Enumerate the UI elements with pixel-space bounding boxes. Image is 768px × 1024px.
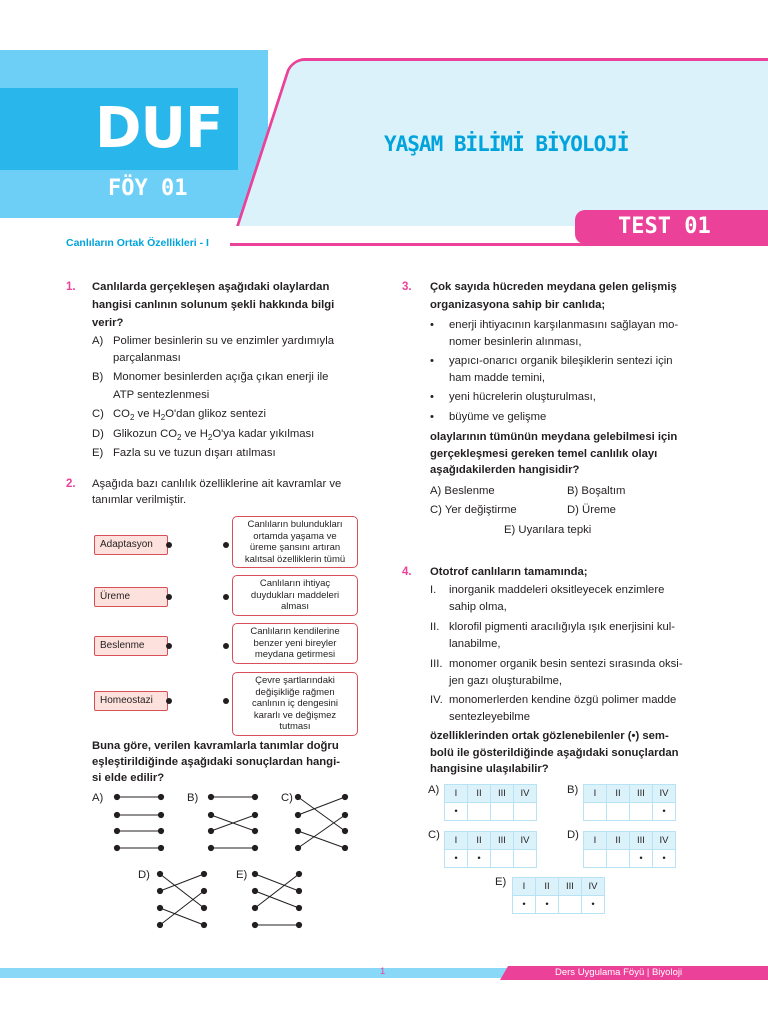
q3-bullet-2-line2: ham madde temini,: [449, 372, 546, 384]
q2-question-line1: Buna göre, verilen kavramlarla tanımlar doğru: [92, 740, 339, 752]
page-number: 1: [380, 966, 386, 977]
q3-question-line2: gerçekleşmesi gereken temel canlılık olayı: [430, 448, 658, 460]
q4-item-4-label: IV.: [430, 694, 443, 706]
q1-option-c-text[interactable]: $CO_2$ ve $H_2O'dan$ glikoz sentezi: [113, 408, 266, 422]
q4-item-1-line2: sahip olma,: [449, 601, 507, 613]
test-label: TEST 01: [618, 214, 711, 239]
q2-option-e-diagram: [252, 871, 301, 927]
q4-option-e-table[interactable]: I II III IV • • •: [512, 877, 605, 914]
q1-stem-line1: Canlılarda gerçekleşen aşağıdaki olaylardan: [92, 281, 330, 293]
q3-bullet-2-line1: yapıcı-onarıcı organik bileşiklerin sentezi için: [449, 355, 673, 367]
q4-item-3-line2: jen gazı oluşturabilme,: [449, 675, 563, 687]
definition-box-1: Canlıların bulundukları ortamda yaşama ve üreme şansını artıran kalıtsal özelliklerin tümü: [232, 516, 358, 568]
topic-title: Canlıların Ortak Özellikleri - I: [66, 237, 209, 249]
q4-option-d-label[interactable]: D): [567, 829, 579, 841]
q4-option-a-table[interactable]: I II III IV •: [444, 784, 537, 821]
q2-option-b-diagram: [208, 794, 257, 850]
q4-item-4-line1: monomerlerden kendine özgü polimer madde: [449, 694, 677, 706]
q2-option-d-label[interactable]: D): [138, 869, 150, 881]
bullet-icon: •: [430, 355, 434, 367]
q4-item-4-line2: sentezleyebilme: [449, 711, 531, 723]
q2-option-a-label[interactable]: A): [92, 792, 104, 804]
q1-stem-line3: verir?: [92, 317, 124, 329]
q4-option-d-table[interactable]: I II III IV • •: [583, 831, 676, 868]
question-3-number: 3.: [402, 281, 412, 293]
q2-question-line3: si elde edilir?: [92, 772, 165, 784]
q2-option-d-diagram: [157, 871, 206, 927]
q4-item-2-line2: lanabilme,: [449, 638, 501, 650]
q4-question-line1: özelliklerinden ortak gözlenebilenler (•) sem-: [430, 730, 669, 742]
q2-stem-line1: Aşağıda bazı canlılık özelliklerine ait kavramlar ve: [92, 478, 342, 490]
question-2-number: 2.: [66, 478, 76, 490]
bullet-icon: •: [430, 391, 434, 403]
q1-option-c-label[interactable]: C): [92, 408, 104, 420]
q4-item-2-line1: klorofil pigmenti aracılığıyla ışık enerjisini kul-: [449, 621, 676, 633]
q3-option-b[interactable]: B) Boşaltım: [567, 485, 626, 497]
q3-option-a[interactable]: A) Beslenme: [430, 485, 495, 497]
q4-stem: Ototrof canlıların tamamında;: [430, 566, 588, 578]
q1-option-d-text[interactable]: Glikozun $CO_2$ ve $H_2O'ya$ kadar yıkılması: [113, 428, 315, 442]
q2-option-a-diagram: [114, 794, 163, 850]
q1-stem-line2: hangisi canlının solunum şekli hakkında bilgi: [92, 299, 335, 311]
question-4-number: 4.: [402, 566, 412, 578]
q4-option-c-table[interactable]: I II III IV • •: [444, 831, 537, 868]
q3-option-d[interactable]: D) Üreme: [567, 504, 616, 516]
q2-question-line2: eşleştirildiğinde aşağıdaki sonuçlardan hangi-: [92, 756, 340, 768]
q4-option-c-label[interactable]: C): [428, 829, 440, 841]
definition-box-2: Canlıların ihtiyaç duydukları maddeleri alması: [232, 575, 358, 616]
q2-option-e-label[interactable]: E): [236, 869, 248, 881]
q4-item-1-line1: inorganik maddeleri oksitleyecek enzimlere: [449, 584, 665, 596]
q1-option-d-label[interactable]: D): [92, 428, 104, 440]
definition-box-3: Canlıların kendilerine benzer yeni bireyler meydana getirmesi: [232, 623, 358, 664]
q3-bullet-1-line2: nomer besinlerin alınması,: [449, 336, 582, 348]
q1-option-e-text[interactable]: Fazla su ve tuzun dışarı atılması: [113, 447, 276, 459]
q3-bullet-4: büyüme ve gelişme: [449, 411, 547, 423]
q4-question-line3: hangisine ulaşılabilir?: [430, 763, 549, 775]
q3-question-line1: olaylarının tümünün meydana gelebilmesi için: [430, 431, 678, 443]
subject-title: YAŞAM BİLİMİ BİYOLOJİ: [384, 132, 629, 156]
q4-option-b-table[interactable]: I II III IV •: [583, 784, 676, 821]
q3-question-line3: aşağıdakilerden hangisidir?: [430, 464, 580, 476]
q4-item-1-label: I.: [430, 584, 437, 596]
q4-question-line2: bolü ile gösterildiğinde aşağıdaki sonuçlardan: [430, 747, 679, 759]
q1-option-b-label[interactable]: B): [92, 371, 104, 383]
concept-homeostazi: Homeostazi: [94, 691, 168, 711]
concept-beslenme: Beslenme: [94, 636, 168, 656]
q2-stem-line2: tanımlar verilmiştir.: [92, 494, 187, 506]
q3-bullet-1-line1: enerji ihtiyacının karşılanmasını sağlayan mo-: [449, 319, 679, 331]
q4-option-b-label[interactable]: B): [567, 784, 579, 796]
q4-option-a-label[interactable]: A): [428, 784, 440, 796]
q4-item-3-line1: monomer organik besin sentezi sırasında oksi-: [449, 658, 683, 670]
q2-option-c-diagram: [295, 794, 347, 850]
q2-option-b-label[interactable]: B): [187, 792, 199, 804]
q4-option-e-label[interactable]: E): [495, 876, 507, 888]
bullet-icon: •: [430, 411, 434, 423]
definition-box-4: Çevre şartlarındaki değişikliğe rağmen canlının iç dengesini kararlı ve değişmez tutması: [232, 672, 358, 736]
bullet-icon: •: [430, 319, 434, 331]
concept-ureme: Üreme: [94, 587, 168, 607]
concept-adaptasyon: Adaptasyon: [94, 535, 168, 555]
q3-stem-line2: organizasyona sahip bir canlıda;: [430, 299, 606, 311]
q4-item-2-label: II.: [430, 621, 440, 633]
duf-logo: DUF: [95, 96, 223, 161]
question-1-number: 1.: [66, 281, 76, 293]
q2-option-c-label[interactable]: C): [281, 792, 293, 804]
q1-option-a-label[interactable]: A): [92, 335, 104, 347]
q1-option-a-line2[interactable]: parçalanması: [113, 352, 181, 364]
q4-item-3-label: III.: [430, 658, 443, 670]
footer-band: [0, 968, 520, 978]
q1-option-e-label[interactable]: E): [92, 447, 104, 459]
footer-label: Ders Uygulama Föyü | Biyoloji: [555, 967, 683, 978]
q3-option-c[interactable]: C) Yer değiştirme: [430, 504, 517, 516]
q3-stem-line1: Çok sayıda hücreden meydana gelen gelişmiş: [430, 281, 677, 293]
q1-option-b-line2[interactable]: ATP sentezlenmesi: [113, 389, 210, 401]
foy-number: FÖY 01: [108, 176, 188, 201]
q3-option-e[interactable]: E) Uyarılara tepki: [504, 524, 592, 536]
q1-option-a-line1[interactable]: Polimer besinlerin su ve enzimler yardımıyla: [113, 335, 334, 347]
q1-option-b-line1[interactable]: Monomer besinlerden açığa çıkan enerji ile: [113, 371, 329, 383]
q3-bullet-3: yeni hücrelerin oluşturulması,: [449, 391, 596, 403]
